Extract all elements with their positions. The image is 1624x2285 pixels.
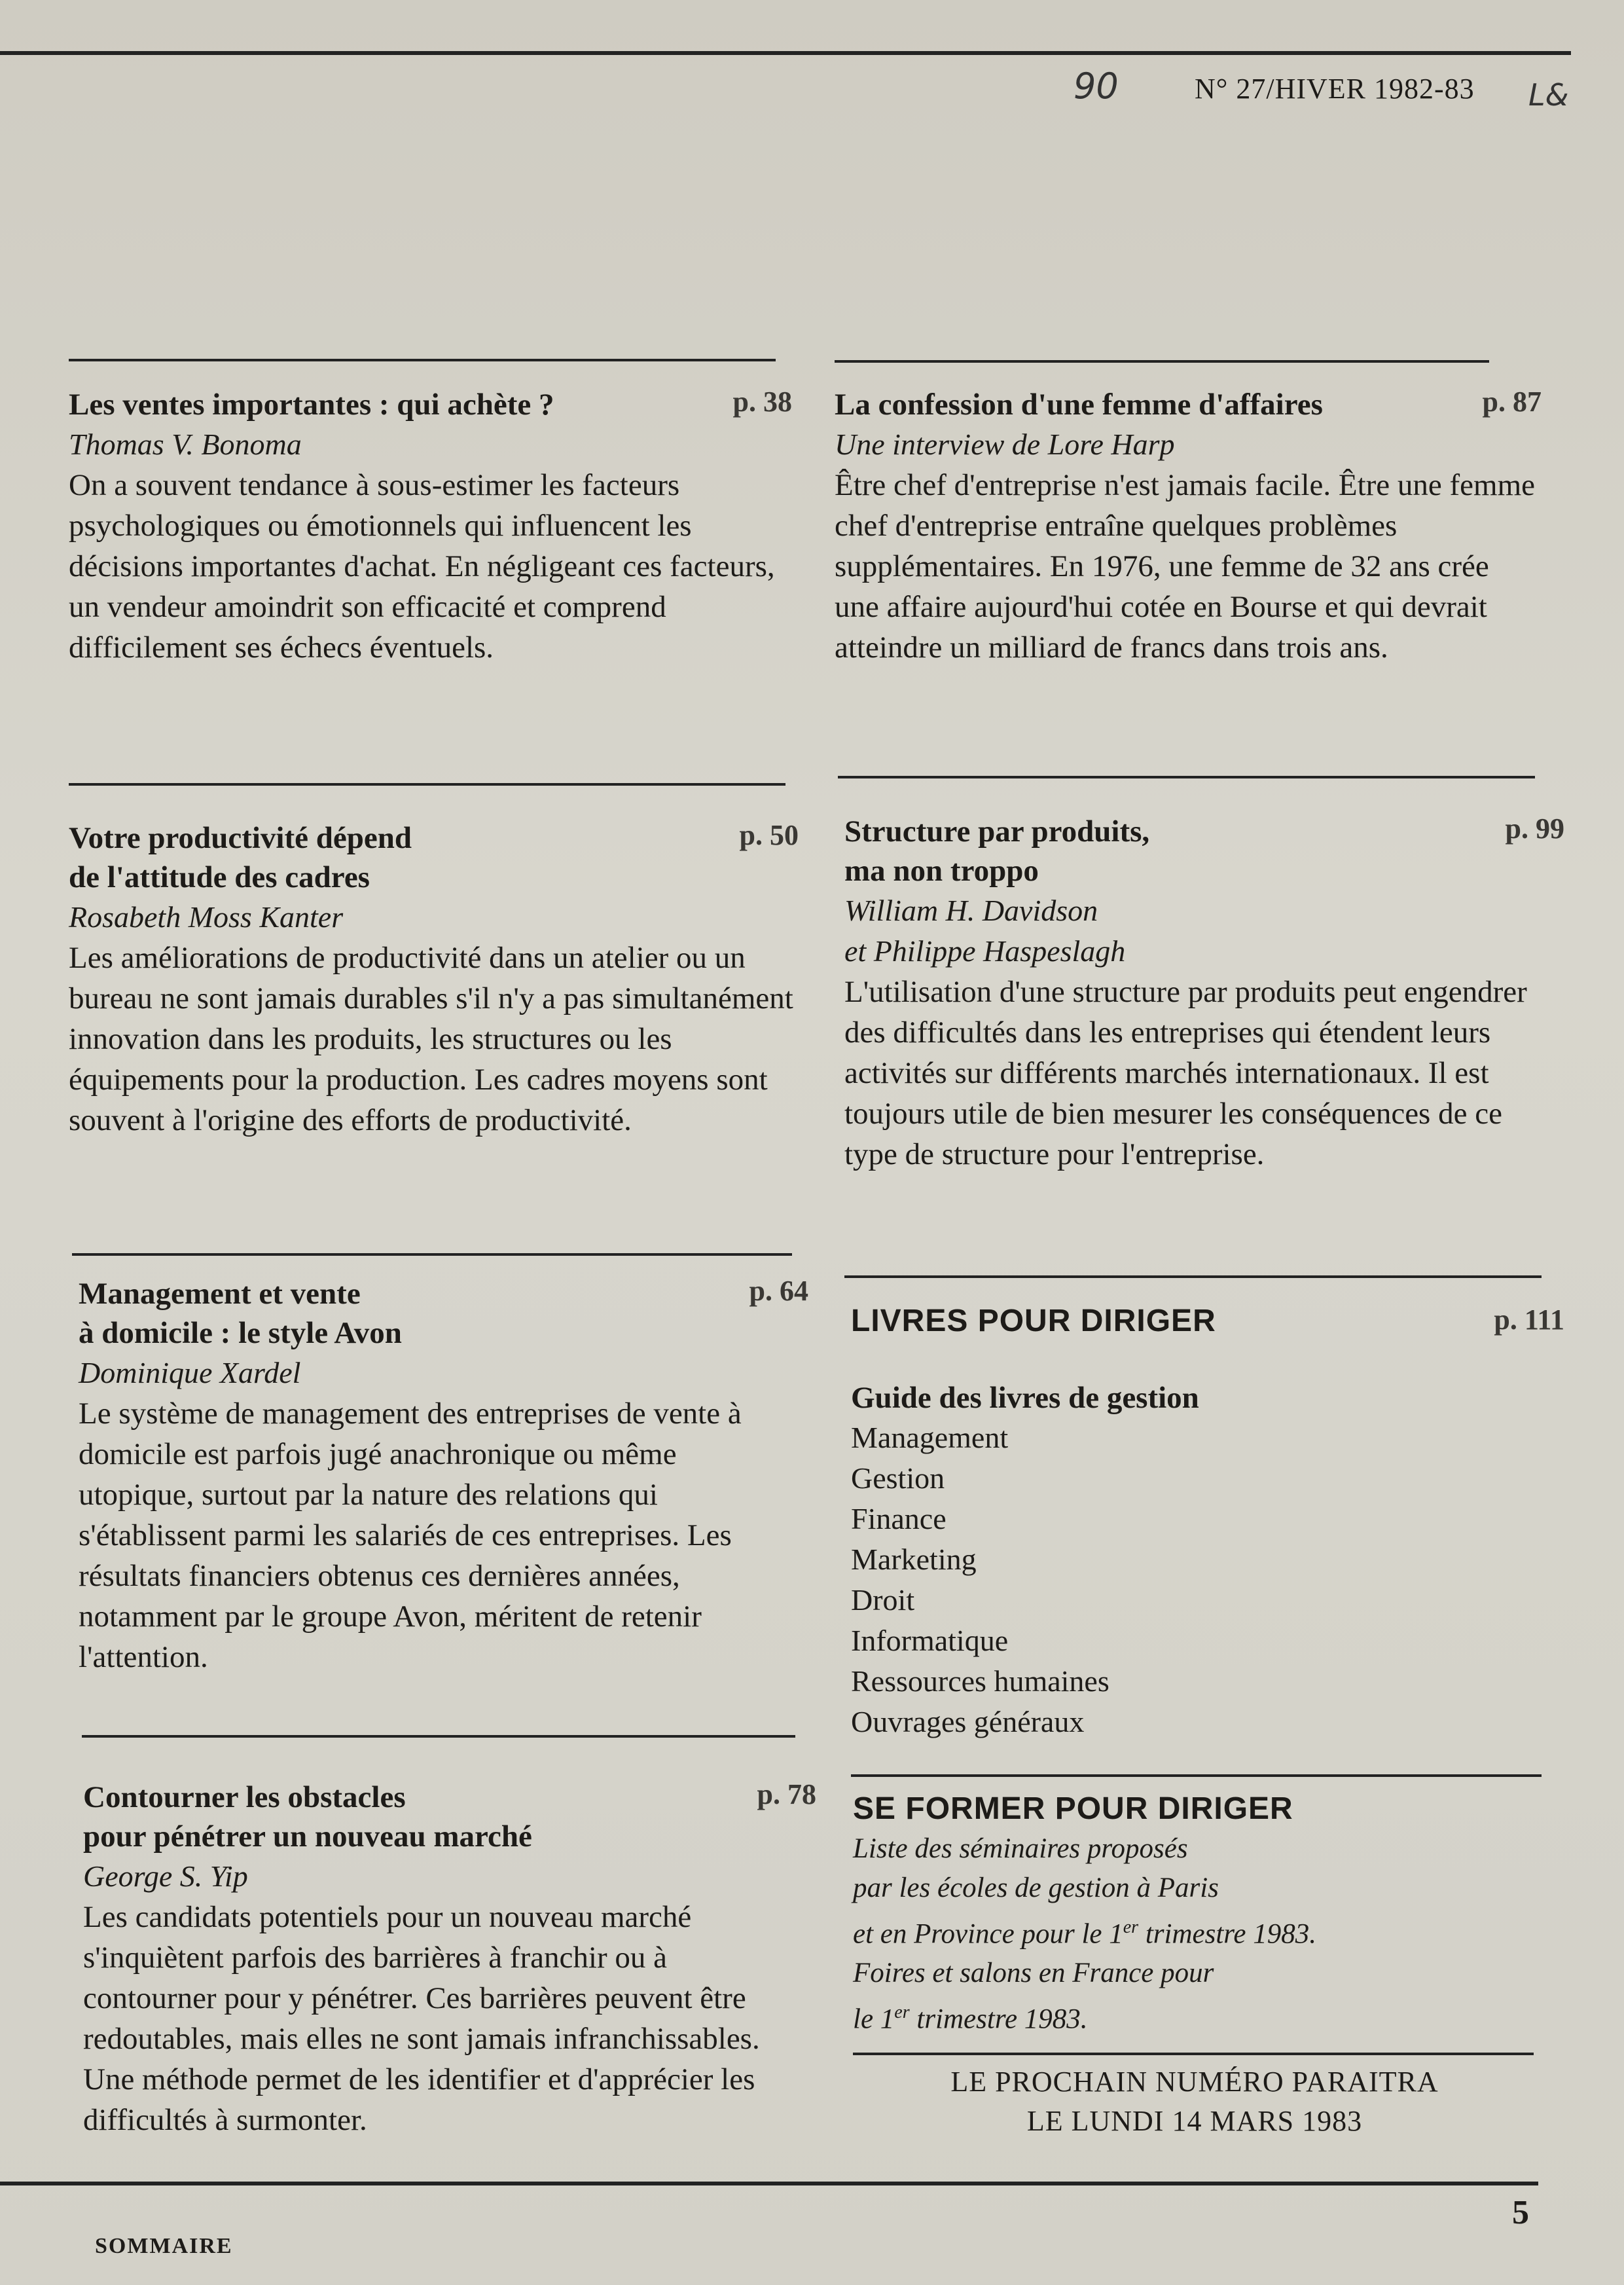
article-author: Une interview de Lore Harp <box>835 428 1175 461</box>
livres-section[interactable] <box>851 1303 1564 1742</box>
livres-item: Finance <box>851 1502 947 1535</box>
article-avon[interactable] <box>79 1274 808 1677</box>
article-author: Thomas V. Bonoma <box>69 428 302 461</box>
livres-item: Ouvrages généraux <box>851 1705 1085 1738</box>
article-abstract: Être chef d'entreprise n'est jamais facile. Être une femme chef d'entreprise entraîne quelques problèmes supplémentaires. En 1976, une femme de 32 ans crée une affaire aujourd'hui cotée en Bourse et qui devrait atteindre un milliard de francs dans trois ans. <box>835 468 1536 665</box>
article-abstract: Le système de management des entreprises de vente à domicile est parfois jugé anachronique ou même utopique, surtout par la nature des relations qui s'établissent parmi les salariés de ces entreprises. Les résultats financiers obtenus ces dernières années, notamment par le groupe Avon, méritent de retenir l'attention. <box>79 1397 742 1674</box>
article-abstract: Les améliorations de productivité dans un atelier ou un bureau ne sont jamais durables s'il n'y a pas simultanément innovation dans les produits, les structures ou les équipements pour la production. Les cadres moyens sont souvent à l'origine des efforts de productivité. <box>69 941 793 1137</box>
article-page: p. 99 <box>1505 813 1564 845</box>
livres-item: Informatique <box>851 1624 1009 1657</box>
article-title-line2: ma non troppo <box>844 854 1039 888</box>
article-page: p. 87 <box>1482 386 1542 418</box>
next-issue-line1: LE PROCHAIN NUMÉRO PARAITRA <box>950 2066 1439 2098</box>
former-line: par les écoles de gestion à Paris <box>853 1873 1219 1903</box>
article-page: p. 64 <box>749 1275 808 1307</box>
left-rule-1 <box>69 359 776 361</box>
livres-subtitle: Guide des livres de gestion <box>851 1381 1199 1415</box>
article-ventes-importantes[interactable] <box>69 385 799 668</box>
issue-label: N° 27/HIVER 1982-83 <box>1195 73 1475 105</box>
former-line: le 1er trimestre 1983. <box>853 2002 1088 2035</box>
article-title-line2: à domicile : le style Avon <box>79 1316 402 1350</box>
former-line: et en Province pour le 1er trimestre 1983. <box>853 1917 1316 1950</box>
livres-page: p. 111 <box>1494 1304 1564 1336</box>
livres-item: Droit <box>851 1583 915 1617</box>
article-author: Dominique Xardel <box>79 1356 301 1389</box>
livres-item: Management <box>851 1421 1009 1454</box>
article-author-line2: et Philippe Haspeslagh <box>844 934 1126 968</box>
former-line: Foires et salons en France pour <box>853 1958 1214 1989</box>
right-rule-1 <box>835 360 1489 363</box>
article-abstract: Les candidats potentiels pour un nouveau marché s'inquiètent parfois des barrières à franchir ou à contourner pour y pénétrer. Ces barrières peuvent être redoutables, mais elles ne sont jamais infranchissables. Une méthode permet de les identifier et d'apprécier les difficultés à surmonter. <box>83 1900 760 2137</box>
article-obstacles[interactable] <box>83 1778 816 2140</box>
article-abstract: L'utilisation d'une structure par produits peut engendrer des difficultés dans les entreprises qui étendent leurs activités sur différents marchés internationaux. Il est toujours utile de bien mesurer les conséquences de ce type de structure pour l'entreprise. <box>844 975 1527 1171</box>
article-title-line2: pour pénétrer un nouveau marché <box>83 1819 532 1854</box>
article-page: p. 50 <box>739 819 799 851</box>
left-rule-4 <box>82 1735 795 1738</box>
article-title-line1: Contourner les obstacles <box>83 1780 406 1814</box>
article-femme-affaires[interactable] <box>835 385 1542 668</box>
right-column <box>835 0 1564 2285</box>
former-line: Liste des séminaires proposés <box>853 1833 1188 1864</box>
right-rule-4 <box>851 1774 1542 1777</box>
left-rule-2 <box>69 783 785 786</box>
left-rule-3 <box>72 1253 792 1256</box>
article-abstract: On a souvent tendance à sous-estimer les facteurs psychologiques ou émotionnels qui influencent les décisions importantes d'achat. En négligeant ces facteurs, un vendeur amoindrit son efficacité et comprend difficilement ses échecs éventuels. <box>69 468 775 665</box>
right-rule-5 <box>853 2053 1534 2055</box>
bottom-rule <box>0 2182 1538 2185</box>
page-number: 5 <box>1512 2194 1529 2231</box>
article-title: La confession d'une femme d'affaires <box>835 388 1323 422</box>
article-title-line1: Structure par produits, <box>844 814 1150 849</box>
handwritten-mark: L& <box>1528 77 1569 113</box>
article-structure-produits[interactable] <box>844 812 1564 1175</box>
article-author: Rosabeth Moss Kanter <box>69 900 344 934</box>
livres-item: Marketing <box>851 1543 977 1576</box>
former-section[interactable] <box>853 1791 1560 2039</box>
right-rule-3 <box>844 1275 1542 1278</box>
article-title-line1: Votre productivité dépend <box>69 821 412 855</box>
left-column <box>69 0 816 2285</box>
footer-label: SOMMAIRE <box>95 2234 233 2258</box>
article-productivite[interactable] <box>69 818 799 1141</box>
former-title: SE FORMER POUR DIRIGER <box>853 1791 1293 1826</box>
right-rule-2 <box>838 776 1535 778</box>
article-title: Les ventes importantes : qui achète ? <box>69 388 554 422</box>
next-issue-line2: LE LUNDI 14 MARS 1983 <box>1026 2105 1363 2137</box>
livres-item: Gestion <box>851 1461 945 1495</box>
article-author-line1: William H. Davidson <box>844 894 1098 927</box>
article-author: George S. Yip <box>83 1859 248 1893</box>
article-page: p. 38 <box>732 386 792 418</box>
article-title-line1: Management et vente <box>79 1277 361 1311</box>
article-page: p. 78 <box>757 1778 816 1810</box>
livres-item: Ressources humaines <box>851 1664 1110 1698</box>
article-title-line2: de l'attitude des cadres <box>69 860 370 894</box>
handwritten-number: 90 <box>1074 65 1119 107</box>
livres-title: LIVRES POUR DIRIGER <box>851 1304 1216 1338</box>
